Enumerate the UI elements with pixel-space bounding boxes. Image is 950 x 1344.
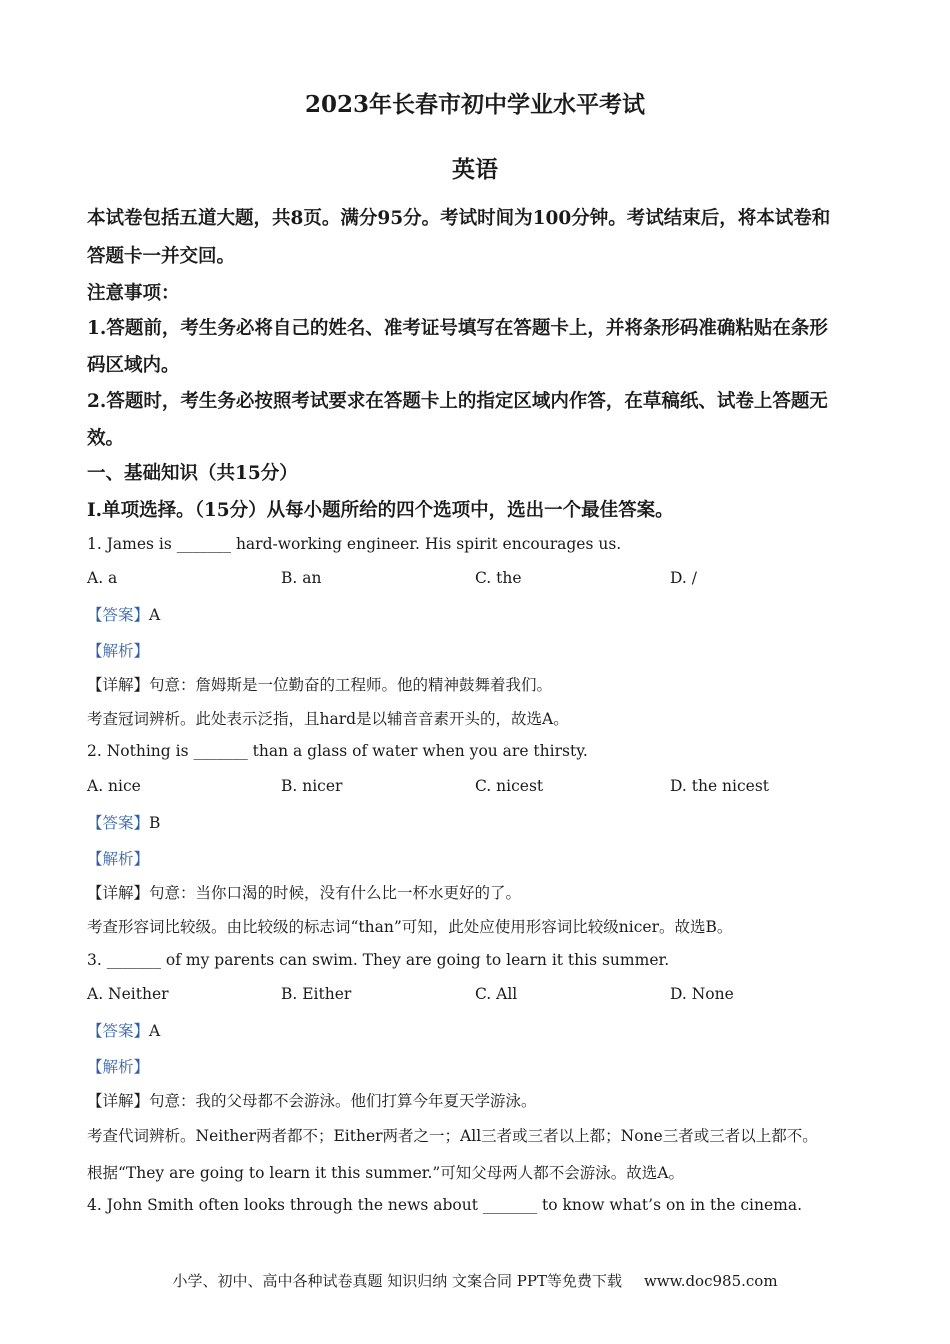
q1-explanation: 考查冠词辨析。此处表示泛指，且hard是以辅音音素开头的，故选A。	[87, 710, 569, 728]
question-1-options	[87, 569, 867, 591]
q2-option-c: C. nicest	[475, 777, 544, 795]
footer-site-link[interactable]: www.doc985.com	[643, 1272, 778, 1290]
q1-option-b: B. an	[281, 569, 322, 587]
q3-option-b: B. Either	[281, 985, 352, 1003]
q2-option-a: A. nice	[87, 777, 141, 795]
q3-detail	[87, 1089, 867, 1111]
q2-answer	[87, 811, 867, 833]
intro-line-1: 本试卷包括五道大题，共8页。满分95分。考试时间为100分钟。考试结束后，将本试卷和	[87, 208, 831, 229]
q1-option-d: D. /	[670, 569, 697, 587]
intro-line-2: 答题卡一并交回。	[87, 246, 236, 267]
footer-text: 小学、初中、高中各种试卷真题 知识归纳 文案合同 PPT等免费下载	[172, 1272, 622, 1290]
q3-analysis-label: 【解析】	[87, 1058, 150, 1076]
answer-label: 【答案】	[87, 1022, 150, 1040]
question-4-stem: 4. John Smith often looks through the news about _______ to know what’s on in the cinema.	[87, 1196, 803, 1214]
exam-subject: 英语	[452, 156, 498, 183]
q3-option-a: A. Neither	[87, 985, 169, 1003]
question-2-options	[87, 777, 867, 799]
q2-answer-value: B	[149, 814, 161, 832]
q3-option-c: C. All	[475, 985, 518, 1003]
note-1-line-2: 码区域内。	[87, 355, 180, 376]
q3-explanation-2: 根据“They are going to learn it this summer.”可知父母两人都不会游泳。故选A。	[87, 1164, 684, 1182]
q3-answer-value: A	[149, 1022, 161, 1040]
note-1-line-1: 1.答题前，考生务必将自己的姓名、准考证号填写在答题卡上，并将条形码准确粘贴在条形	[87, 318, 828, 339]
q3-detail-text: 句意：我的父母都不会游泳。他们打算今年夏天学游泳。	[149, 1092, 537, 1110]
q1-answer-value: A	[149, 606, 161, 624]
q2-explanation: 考查形容词比较级。由比较级的标志词“than”可知，此处应使用形容词比较级nicer。故选B。	[87, 918, 733, 936]
notes-heading: 注意事项：	[87, 283, 180, 304]
note-2-line-2: 效。	[87, 428, 125, 449]
q2-detail	[87, 881, 867, 903]
detail-label: 【详解】	[87, 1092, 150, 1110]
page-footer	[0, 1270, 950, 1291]
exam-title: 2023年长春市初中学业水平考试	[304, 91, 645, 118]
q3-answer	[87, 1019, 867, 1041]
part-heading: I.单项选择。（15分）从每小题所给的四个选项中，选出一个最佳答案。	[87, 500, 674, 521]
detail-label: 【详解】	[87, 884, 150, 902]
detail-label: 【详解】	[87, 676, 150, 694]
q1-detail	[87, 673, 867, 695]
q2-option-d: D. the nicest	[670, 777, 770, 795]
answer-label: 【答案】	[87, 606, 150, 624]
answer-label: 【答案】	[87, 814, 150, 832]
q3-option-d: D. None	[670, 985, 734, 1003]
note-2-line-1: 2.答题时，考生务必按照考试要求在答题卡上的指定区域内作答，在草稿纸、试卷上答题无	[87, 391, 828, 412]
question-2-stem: 2. Nothing is _______ than a glass of water when you are thirsty.	[87, 742, 588, 760]
q1-detail-text: 句意：詹姆斯是一位勤奋的工程师。他的精神鼓舞着我们。	[149, 676, 553, 694]
q2-detail-text: 句意：当你口渴的时候，没有什么比一杯水更好的了。	[149, 884, 522, 902]
question-1-stem: 1. James is _______ hard-working engineer. His spirit encourages us.	[87, 535, 622, 553]
section-heading: 一、基础知识（共15分）	[87, 463, 298, 484]
q2-analysis-label: 【解析】	[87, 850, 150, 868]
q2-option-b: B. nicer	[281, 777, 343, 795]
q1-analysis-label: 【解析】	[87, 642, 150, 660]
q3-explanation-1: 考查代词辨析。Neither两者都不；Either两者之一；All三者或三者以上都；None三者或三者以上都不。	[87, 1127, 818, 1145]
q1-answer	[87, 603, 867, 625]
question-3-stem: 3. _______ of my parents can swim. They are going to learn it this summer.	[87, 951, 670, 969]
q1-option-a: A. a	[87, 569, 118, 587]
question-3-options	[87, 985, 867, 1007]
q1-option-c: C. the	[475, 569, 522, 587]
